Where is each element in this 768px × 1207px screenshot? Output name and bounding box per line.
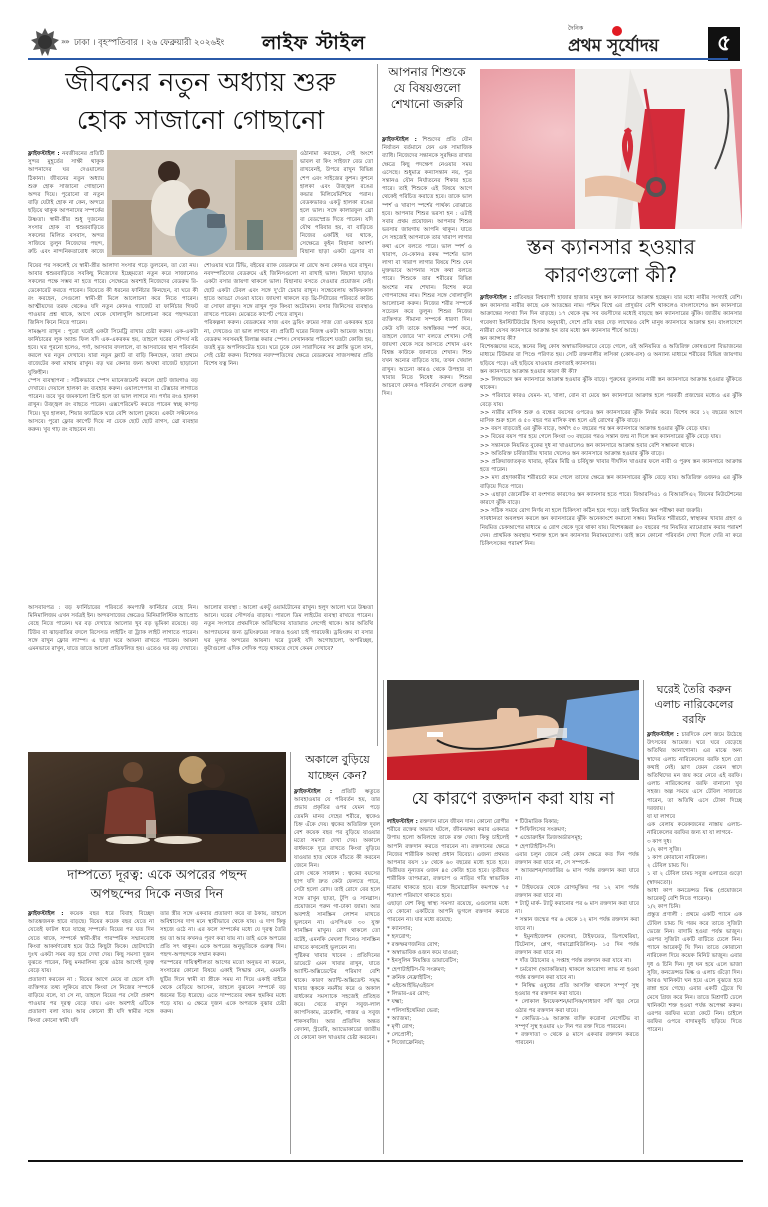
risk-item: >> বিয়ের বয়স পার হয়ে গেলে কিংবা ৩০ বছরের পরও সন্তান জন্ম না দিলে স্তন ক্যানসারের ঝুঁকি বেড়ে যায়। [480, 434, 721, 441]
cancer-headline-line1: স্তন ক্যানসার হওয়ার [526, 235, 696, 259]
page-number: ৫ [708, 27, 740, 61]
condition-item: * যক্ষ্মা; [387, 999, 404, 1006]
rule-item: * টাইফয়েড থেকে রোগমুক্তির পর ১২ মাস পর্যন্ত রক্তদান করা যাবে না। [515, 884, 639, 899]
rule-item: * ট্যাটু মার্ক- ট্যাটু করানোর পর ৬ মাস রক্তদান করা যাবে না। [515, 901, 639, 916]
rule-item: * অ্যাবরশন/সার্জারির ৬ মাস পর্যন্ত রক্তদান করা যাবে না। [515, 868, 639, 883]
condition-item: * ইনসুলিন নিয়ন্ত্রিত ডায়াবেটিস; [387, 958, 459, 965]
marriage-body-col1: ফ্লাইফস্টাইল : কয়েক বছর ধরে বিবাহ বিচ্ছেদ আতঙ্কজনক হারে বাড়ছে। বিয়ের কয়েক বছর যেতে না যেতেই ফাটল ধরে যাচ্ছে সম্পর্কে। বিয়ের পর যত দিন যেতে থাকে, সম্পর্কে স্বামী-স্ত্রীর পারস্পরিক সম্মানবোধ কিংবা আকর্ষণবোধ হয়ে উঠে কিছুটা ফিকে। ছোটখাটো দুঃখ একটা সময় বড় হয়ে দেখা দেয়। কিছু সমস্যা দুজন বুঝতে পারেন, কিছু মনমালিন্য বুঝে ওঠার আগেই দূরত্ব বেড়ে যায়। প্রতারণা করবেন না : বিয়ের আগে মেয়ে বা ছেলে যদি ব্যক্তিগত তথ্য লুকিয়ে রাখে কিংবা সে নিজের সম্পর্কে বাড়িয়ে বলে, যা সে না, তাহলে বিয়ের পর সেটা প্রকাশ পাওয়ার পর দূরত্ব বেড়ে যায়। এবং অবশ্যই এটিকে প্রতারণা বলা যায়। আর কোনো স্ত্রী যদি স্বামীর সঙ্গে কিংবা কোনো স্বামী যদি [28, 911, 154, 1024]
condition-item: * সিফিলিসের সংক্রমণ; [515, 827, 567, 834]
home-body-bottom-col1: আসবাবপত্র : বড় ফার্নিচারের পরিবর্তে কমপ্যাক্ট ফার্নিচার বেছে নিন। মিনিমালিজম এখন সর্বত্রই ইন। অন্দরসাজের ক্ষেত্রেও মিনিমালিস্টিক অ্যাপ্রোচ বেছে নিতে পারেন। ঘর বড় দেখাতে আলোর খুব বড় ভূমিকা রয়েছে। বড় টিউব বা ঝাড়বাতির বদলে রিসেসড লাইটিং বা ট্র্যাক লাইট লাগাতে পারেন। সঙ্গে রাখুন ফ্লোর ল্যাম্প। এ ছাড়া ঘরে আয়না রাখতে পারেন। আয়না এমনভাবে রাখুন, যাতে তাতে আলো প্রতিফলিত হয়। এতেও ঘর বড় দেখাবে। [28, 605, 198, 653]
aging-body: ফ্লাইফস্টাইল : প্রতিটি ঋতুতে আবহাওয়ার যে পরিবর্তন হয়, তার প্রভাব প্রকৃতির ওপর যেমন পড়ে তেমনি মানব দেহের শরীরে, ত্বকেও চিহ্ন এঁকে দেয়। ত্বকের অতিরিক্ত দুবল বেশ কয়েক বছর পর বুড়িয়ে যাওয়ার মতো সমস্যা দেখা দেয়। অকালে বার্ধক্যকে দূরে রাখতে কিংবা বুড়িয়ে যাওয়ার হাত থেকে বাঁচতে কী করবেন জেনে নিন। রোদ থেকে সাবধান : ত্বকের বয়সের ছাপ যদি দ্রুত কেউ ফেলতে পারে, সেটা হলো রোদ। তাই রোদে বের হলে সঙ্গে রাখুন ছাতা, টুপি ও সানগ্লাস। প্রয়োজনে পরুন গা-ঢাকা জামা। আর অবশ্যই সানস্ক্রিন লোশন মাখতে ভুলবেন না। এসপিএফ ৩০ যুক্ত সানস্ক্রিন মাখুন। রোদ থাকলে তো বটেই, এমনকি মেঘলা দিনেও সানস্ক্রিন মাখতে কখনোই ভুলবেন না। পুষ্টিকর খাবার খাবেন : প্রতিদিনের ডায়েটে এমন খাবার রাখুন, যাতে অ্যান্টি-অক্সিডেন্টের পরিমাণ বেশি থাকে। কারণ অ্যান্টি-অক্সিডেন্ট সমৃদ্ধ খাবার ত্বককে নমনীয় করে ও অকাল বার্ধক্যের সমস্যাকে সহজেই প্রতিহত করে। খেতে রাখুন সবুজ-লাল ক্যাপসিকাম, ব্রকোলি, গাজর ও সবুজ শাকসবজি। আর প্রতিদিন অন্তত বেদানা, স্ট্রবেরি, অ্যাভোকাডো জাতীয় যে কোনো ফল খাওয়ার চেষ্টা করবেন। [294, 789, 380, 1042]
rule-item: * নিষিদ্ধ ওষুধের প্রতি আসক্তি থাকলে সম্পূর্ণ সুস্থ হওয়ার পর রক্তদান করা যাবে। [515, 983, 639, 998]
ingredient-item: ১/২ কাপ চিনি। [647, 904, 681, 911]
aging-headline-line1: অকালে বুড়িয়ে [305, 753, 370, 766]
blood-donation-photo [387, 680, 639, 780]
ingredient-item: ১ কাপ কোরানো নারিকেল। [647, 855, 707, 862]
rule-item: * লোকাল ইনফেকশন/মাসিক/সাধারণ সর্দি জ্বর সেরে ওঠার পর রক্তদান করা যাবে। [515, 999, 639, 1014]
condition-item: * এইচআইভি/এইডস [387, 983, 434, 990]
byline: ফ্লাইফস্টাইল : [28, 151, 60, 157]
section-title: লাইফ স্টাইল [262, 32, 366, 54]
ingredient-item: ২ টেবিল চামচ ঘি। [647, 863, 688, 870]
risk-item: >> নারীর মাসিক শুরু ও বন্ধের বয়সের ওপরেও স্তন ক্যানসারের ঝুঁকি নির্ভর করে। বিশেষ করে ১২ বছরের আগে মাসিক শুরু হলে ও ৫০ বছর পর মাসিক বন্ধ হলে এই রোগের ঝুঁকি বাড়ে। [480, 409, 742, 425]
rule-item: * কোভিড-১৯ আক্রান্ত ব্যক্তি করোনা নেগেটিভ বা সম্পূর্ণ সুস্থ হওয়ার ২৮ দিন পর রক্ত দিতে পারবেন। [515, 1015, 639, 1031]
home-body-col2: শোওয়ার ঘরে টিভি, বইয়ের র‍্যাক বেডরুমে না রেখে অন্য কোনও ঘরে রাখুন। নবদম্পতিদের বেডরুমে এই জিনিসগুলো না রাখাই ভাল। বিছানা ছাড়াও একটা বসার জায়গা থাকলে ভাল। বিছানায় বসতে দেওয়ার প্রয়োজন নেই। ছোট একটা টেবল এবং সঙ্গে দু'টো চেয়ার রাখুন। সন্ধেবেলায় অফিফকাল হাতে আড্ডা দেওয়া যাবে। জায়গা থাকলে বড় থ্রি-সিটারের পরিবর্তে কাউচ বা সোফা রাখুন। সঙ্গে রাখুন পুফ কিংবা অটোমান। বসার জিনিসের ব্যবস্থাও রাখতে পারেন। মেঝেতে কার্পেট পেতে রাখুন। পরিকল্পনা করুন। বেডরুমের সাজ এবং ড্রয়িং রুমের সাজ তো একরকম হবে না, দেখতেও তা ভাল লাগবে না। প্রতিটি ঘরের নিজস্ব একটা আমেজ আছে। বেডরুম সবসময়ই রিলাক্স করার স্পেস। সেখানকার পরিবেশ যতটা কোজি হয়, ততই মুড অপলিফটেড হবে। ঘরে ঢুকে যেন সারাদিনের সব ক্লান্তি ভুলে যান, সেই চেষ্টা করুন। বিশেষত নবদম্পতিদের ক্ষেত্রে বেডরুমের সাজসজ্জার প্রতি বিশেষ যত্ন নিন। [204, 263, 373, 368]
blood-body-col2: * টিউমারিক বিকার; * সিফিলিসের সংক্রমণ; * এন্ডোক্রাইন ডিজঅর্ডারসমূহ; * হেপাটাইটিস-সি। এবার চলুন জেনে নেই কোন ক্ষেত্রে কত দিন পর্যন্ত রক্তদান করা যাবে না, সে সম্পর্কে- * অ্যাবরশন/সার্জারির ৬ মাস পর্যন্ত রক্তদান করা যাবে না। * টাইফয়েড থেকে রোগমুক্তির পর ১২ মাস পর্যন্ত রক্তদান করা যাবে না। * ট্যাটু মার্ক- ট্যাটু করানোর পর ৬ মাস রক্তদান করা যাবে না। * সন্তান জন্মের পর ৬ থেকে ১২ মাস পর্যন্ত রক্তদান করা যাবে না। * ইমুনাইজেশন (কলেরা, টাইফয়েড, ডিপথেরিয়া, টিটেনাস, প্লেগ, গামাগ্লোবিউলিন)- ১৫ দিন পর্যন্ত রক্তদান করা যাবে না। * দাঁত উঠানোর ২ সপ্তাহ পর্যন্ত রক্তদান করা যাবে না। * চর্মরোগ (অ্যাকজিমা) থাকলে আরোগ্য লাভ না হওয়া পর্যন্ত রক্তদান করা যাবে না। * নিষিদ্ধ ওষুধের প্রতি আসক্তি থাকলে সম্পূর্ণ সুস্থ হওয়ার পর রক্তদান করা যাবে। * লোকাল ইনফেকশন/মাসিক/সাধারণ সর্দি জ্বর সেরে ওঠার পর রক্তদান করা যাবে। * কোভিড-১৯ আক্রান্ত ব্যক্তি করোনা নেগেটিভ বা সম্পূর্ণ সুস্থ হওয়ার ২৮ দিন পর রক্ত দিতে পারবেন। * রক্তদাতা ৩ থেকে ৪ মাসে একবার রক্তদান করতে পারবেন। [515, 819, 639, 1047]
condition-item: * ক্যানসার; [387, 925, 413, 932]
condition-item: * হেপাটাইটিস-সি। [515, 843, 556, 850]
barfi-headline-line3: বরফি [682, 713, 706, 726]
column-divider [377, 64, 378, 746]
chevrons-icon: »» [61, 37, 69, 46]
barfi-body: ফ্লাইফস্টাইল : চারদিকে বেশ জমে উঠেছে উৎসবের আমেজ। ঘরে ঘরে বেড়েছে অতিথির আনাগোনা। এর মাঝে অন্য স্বাদের এলাচ নারিকেলের বরফি হলে তো কথাই নেই। ঘ্রাণ যেমন তেমন স্বাদে অতিথিদের মন জয় করে নেবে এই বরফি। এলাচ নারিকেলের বরফি বানানো খুব সহজ। অল্প সময়ে এসে টেবিল সাজাতে পারেন, তা অতিথি এসে টোকা দিচ্ছে দরজায়। যা যা লাগবে এক বেলায় কয়েকজনের নাস্তায় এলাচ-নারিকেলের বরফির জন্য যা যা লাগবে- ৩ কাপ দুধ। ১/২ কাপ সুজি। ১ কাপ কোরানো নারিকেল। ২ টেবিল চামচ ঘি। ১ বা ২ টেবিল চামচ সবুজ এলাচের গুড়ো (স্বাদমতো)। আধা কাপ কনডেন্সড মিল্ক (প্রয়োজনে আরেকটু বেশি নিতে পারেন)। ১/২ কাপ চিনি। প্রস্তুত প্রণালী : প্রথমে একটি প্যানে এক টেবিল চামচ ঘি গরম করে তাতে সুজিটা ভেজে নিন। বাদামি হওয়া পর্যন্ত ভাজুন। এরপর সুজিটা একটি বাটিতে ঢেলে নিন। প্যানে আরেকটু ঘি দিন। তাতে কোরানো নারিকেল দিয়ে কয়েক মিনিট ভাজুন। এবার দুধ ও চিনি দিন। দুধ ঘন হয়ে এলে ভাজা সুজি, কনডেন্সড মিল্ক ও এলাচ গুঁড়ো দিন। আরও খানিকটা ঘন হয়ে এলে বুঝতে হবে রান্না হয়ে গেছে। এবার একটি ট্রেতে ঘি মেখে গ্রিজ করে নিন। তাতে মিশ্রণটি ঢেলে খানিকটা শক্ত হওয়া পর্যন্ত অপেক্ষা করুন। এরপর বরফির মতো কেটে নিন। চাইলে বরফির ওপরে বাদামকুচি ছড়িয়ে দিতে পারেন। [647, 732, 742, 1034]
blood-headline: যে কারণে রক্তদান করা যায় না [411, 789, 615, 809]
barfi-headline-line2: এলাচ নারিকেলের [654, 698, 734, 711]
cancer-headline-line2: কারণগুলো কী? [544, 263, 678, 287]
risk-item: >> লিঙ্গভেদে স্তন ক্যানসারে আক্রান্ত হওয়ার ঝুঁকি বাড়ে। পুরুষের তুলনায় নারী স্তন ক্যানসারে আক্রান্ত হওয়ার ঝুঁকিতে থাকেন। [480, 377, 742, 392]
home-headline-line2: হোক সাজানো গোছানো [76, 106, 325, 136]
newspaper-emblem-icon [30, 27, 60, 57]
condition-item: * সিজোফ্রেনিয়া; [387, 1040, 425, 1047]
risk-item: >> এছাড়া জেনেটিক বা বংশগত কারণেও স্তন ক্যানসার হতে পারে। বিআরসিএ১ ও বিআরসিএ২ জিনের মিউটেশনের কারণে ঝুঁকি বাড়ে। [480, 491, 742, 507]
ingredient-item: ১ বা ২ টেবিল চামচ সবুজ এলাচের গুড়ো (স্বাদমতো)। [647, 871, 742, 886]
cancer-question-1: স্তন ক্যান্সার কী? [480, 336, 516, 343]
risk-item: >> সন্তানকে নিয়মিত বুকের দুধ না খাওয়ালেও স্তন ক্যানসারে আক্রান্ত হবার বেশি সম্ভাবনা থাকে। [480, 442, 694, 449]
condition-item: * অ্যাজমা; [387, 1015, 412, 1022]
condition-item: * হৃদরোগ; [387, 933, 412, 940]
condition-item: * ক্রনিক নেফ্রাইটিস; [387, 974, 433, 981]
condition-item: * টিউমারিক বিকার; [515, 819, 559, 825]
marriage-headline-line1: দাম্পত্যে দূরত্ব: একে অপরের পছন্দ [67, 868, 247, 883]
couple-dinner-photo [28, 752, 286, 862]
dateline: ঢাকা । বৃহস্পতিবার । ২৬ ফেব্রুয়ারী ২০২৬ইং [74, 38, 225, 48]
doctor-pink-ribbon-photo [480, 69, 742, 229]
home-body-col2-top: ওঠানামা করছেন, সেই অংশে ভাবল বা কিং সাইজ? বেড তো রাখবেনই, উপরে রাখুন বিভিন্ন শেপ এবং সাইজের কুশন। কুশনে হালকা এবং উজ্জ্বল রঙের কভার মিলিয়েমিশিয়ে পরান। বেডকভারও একটু হালকা রঙের হলে ভাল। সঙ্গে কালারফুল থ্রো বা বেডস্প্রেড দিতে পারেন। যদি যৌথ পরিবার হয়, বা বাড়িতে নিজের একটিই ঘর থাকে, সেক্ষেত্রে কুইন বিছানা আদর্শ। বিছানা ছাড়া একটা ড্রেসার বা [300, 151, 373, 256]
couple-moving-photo [107, 150, 297, 257]
blood-body-col1: লাইফস্টাইল : রক্তদান মানে জীবন দান। কোনো রোগীর শরীরে রক্তের অভাব ঘটলে, জীবনরক্ষা করার একমাত্র উপায় হলো অবিলম্বে তাকে রক্ত দেয়া। কিন্তু চাইলেই আপনি রক্তদান করতে পারবেন না। রক্তদানের ক্ষেত্রে নিজের শারীরিক অবস্থা প্রধান বিবেচ্য। এজন্য প্রথমত আপনার বয়স ১৮ থেকে ৬০ বছরের মধ্যে হতে হবে। দ্বিতীয়ত নূন্যতম ওজন ৪৫ কেজি হতে হবে। তৃতীয়ত শারীরিক তাপমাত্রা, রক্তচাপ ও নাড়ির গতি স্বাভাবিক মাত্রায় থাকতে হবে। রক্তে হিমোগ্লোবিন কমপক্ষে ৭৫ শতাংশ পরিমাণে থাকতে হবে। এছাড়া বেশ কিছু স্বাস্থ্য সমস্যা রয়েছে, এগুলোর মধ্যে যে কোনো একটিতে আপনি ভুগলে রক্তদান করতে পারবেন না। যার মধ্যে রয়েছে: * ক্যানসার; * হৃদরোগ; * রক্তক্ষরণজনিত রোগ; * অস্বাভাবিক ওজন কমে যাওয়া; * ইনসুলিন নিয়ন্ত্রিত ডায়াবেটিস; * হেপাটাইটিস-বি সংক্রমণ; * ক্রনিক নেফ্রাইটিস; * এইচআইভি/এইডস * লিভার-এর রোগ; * যক্ষ্মা; * পলিসাইথেমিয়া ভেরা; * অ্যাজমা; * মৃগী রোগ; * লেপ্রোসী; * সিজোফ্রেনিয়া; [387, 819, 509, 1047]
cancer-body: ফ্লাইফস্টাইল : প্রতিবছর বিশ্বব্যাপী হাজার হাজার মানুষ স্তন ক্যানসারে আক্রান্ত হচ্ছেন। যার মধ্যে নারীর সংখ্যাই বেশি। স্তন ক্যানসার নারীর কাছে এক আতঙ্কের নাম। পশ্চিম বিশ্বে এর প্রাদুর্ভাব বেশি থাকলেও বাংলাদেশেও স্তন ক্যানসারে আক্রান্তের সংখ্যা দিন দিন বাড়ছে। ১৭ থেকে বৃদ্ধ সব বয়সীদের মধ্যেই বাড়ছে স্তন ক্যানসারের ঝুঁকি। জাতীয় ক্যানসার গবেষণা ইনস্টিটিউটের হিসাব অনুযায়ী, দেশে প্রতি বছর দেড় লাখেরও বেশি মানুষ ক্যানসারে আক্রান্ত হন। বাংলাদেশে নারীরা যেসব ক্যানসারে আক্রান্ত হন তার মধ্যে স্তন ক্যানসার শীর্ষে আছে। স্তন ক্যান্সার কী? বিশেষজ্ঞদের মতে, স্তনের কিছু কোষ অস্বাভাবিকভাবে বেড়ে গেলে, ওই অনিয়মিত ও অতিরিক্ত কোষগুলো বিভাজনের মাধ্যমে টিউমার বা পিণ্ডে পরিণত হয়। সেটি রক্তনালীর লসিকা (কোষ-রস) ও অন্যান্য মাধ্যমে শরীরের বিভিন্ন জায়গায় ছড়িয়ে পড়ে। এই ছড়িয়ে যাওয়ার প্রবণতাই ক্যানসার। স্তন ক্যানসারে আক্রান্ত হওয়ার কারণ কী কী? >> লিঙ্গভেদে স্তন ক্যানসারে আক্রান্ত হওয়ার ঝুঁকি বাড়ে। পুরুষের তুলনায় নারী স্তন ক্যানসারে আক্রান্ত হওয়ার ঝুঁকিতে থাকেন। >> পরিবারে কারও যেমন- মা, খালা, বোন বা মেয়ে স্তন ক্যানসারে আক্রান্ত হলে পরবর্তী প্রজন্মের মধ্যেও এর ঝুঁকি বেড়ে যায়। >> নারীর মাসিক শুরু ও বন্ধের বয়সের ওপরেও স্তন ক্যানসারের ঝুঁকি নির্ভর করে। বিশেষ করে ১২ বছরের আগে মাসিক শুরু হলে ও ৫০ বছর পর মাসিক বন্ধ হলে এই রোগের ঝুঁকি বাড়ে। >> বয়স বাড়তেই এর ঝুঁকি বাড়ে, অর্থাৎ ৫০ বছরের পর স্তন ক্যানসারে আক্রান্ত হওয়ার ঝুঁকি বেড়ে যায়। >> বিয়ের বয়স পার হয়ে গেলে কিংবা ৩০ বছরের পরও সন্তান জন্ম না দিলে স্তন ক্যানসারের ঝুঁকি বেড়ে যায়। >> সন্তানকে নিয়মিত বুকের দুধ না খাওয়ালেও স্তন ক্যানসারে আক্রান্ত হবার বেশি সম্ভাবনা থাকে। >> অতিরিক্ত চর্বিজাতীয় খাবার খেলেও স্তন ক্যানসারে আক্রান্ত হওয়ার ঝুঁকি বাড়ে। >> প্রক্রিয়াজাতকৃত খাবার, কৃত্রিম মিষ্টি ও চর্বিযুক্ত খাবার দীর্ঘদিন খাওয়ার ফলে নারী ও পুরুষ স্তন ক্যানসারে আক্রান্ত হতে পারেন। >> মদ্য গ্রহণকারীর শরীরচর্চা কমে গেলে তাদের ক্ষেত্রে স্তন ক্যানসারের ঝুঁকি বেড়ে যায়। অতিরিক্ত ওজনও এর ঝুঁকি বাড়িয়ে দিতে পারে। >> এছাড়া জেনেটিক বা বংশগত কারণেও স্তন ক্যানসার হতে পারে। বিআরসিএ১ ও বিআরসিএ২ জিনের মিউটেশনের কারণে ঝুঁকি বাড়ে। >> সঠিক সময়ে রোগ নির্ণয় না হলে চিকিৎসা কঠিন হয়ে পড়ে। তাই নিয়মিত স্তন পরীক্ষা করা জরুরি। সাবধানতা অবলম্বন করলে স্তন ক্যানসারের ঝুঁকি অনেকাংশে কমানো সম্ভব। নিয়মিত শরীরচর্চা, স্বাস্থ্যকর খাবার গ্রহণ ও নিয়মিত চেকআপের মাধ্যমে এ রোগ থেকে দূরে থাকা যায়। বিশেষজ্ঞরা ৪০ বছরের পর নিয়মিত ম্যামোগ্রাম করার পরামর্শ দেন। প্রাথমিক অবস্থায় শনাক্ত হলে স্তন ক্যানসার নিরাময়যোগ্য। তাই স্তনে কোনো পরিবর্তন দেখা দিলে দেরি না করে চিকিৎসকের পরামর্শ নিন। [480, 295, 742, 548]
rule-item: * ইমুনাইজেশন (কলেরা, টাইফয়েড, ডিপথেরিয়া, টিটেনাস, প্লেগ, গামাগ্লোবিউলিন)- ১৫ দিন পর্যন্ত রক্তদান করা যাবে না। [515, 933, 639, 957]
masthead-divider [28, 58, 728, 60]
home-intro: ফ্লাইফস্টাইল : নবজীবনের প্রতিটি সুন্দর মুহূর্তের সাক্ষী থাকুক আপনাদের ঘর দেওয়ালের ঠিকানা। জীবনের নতুন অধ্যায় শুরু হোক সাজানো গোছানো অন্দর দিয়ে। পুরোনো বা নতুন বাড়ি যেটাই হোক না কেন, অন্দরে ছড়িয়ে থাকুক আপনাদের সম্পর্কের উষ্ণতা। স্বামী-স্ত্রীর শুধু দুজনের সংসার হোক বা শ্বশুরবাড়িতে সকলের মিলিত বসবাস, অন্দর সাজিয়ে তুলুন নিজেদের পছন্দ, রুচি এবং নান্দনিকতাবোধ কাজে [28, 151, 104, 256]
brand-logo: প্রথম সূর্যোদয় [568, 36, 659, 56]
rule-item: * রক্তদাতা ৩ থেকে ৪ মাসে একবার রক্তদান করতে পারবেন। [515, 1032, 639, 1047]
condition-item: * অস্বাভাবিক ওজন কমে যাওয়া; [387, 950, 459, 957]
home-body-bottom-col2: আলোর ব্যবস্থা : আলো একটু ওয়ার্মটোনের রাখুন। হলুদ আলো ঘরে উষ্ণতা আনে। ঘরের সৌন্দর্যও বাড়ায়। পারলে ডিম লাইটের ব্যবস্থা রাখতে পারেন। নতুন সংসারে প্রথমদিকে অতিথিদের যাতায়াত লেগেই থাকে। আর অতিথি আপ্যায়নের জন্য ড্রয়িংরুমের সাজও হওয়া চাই পারফেক্ট। ড্রয়িংরুম বা বসার ঘর মূলত অন্দরের আয়না। ঘরে ঢুকেই যদি অগোছালো, অপরিচ্ছন্ন, কুটাগুলো এদিক সেদিক পড়ে থাকতে দেখে কেমন দেখাবে? [204, 605, 373, 653]
marriage-body-col2: তার স্ত্রীর সঙ্গে একবার প্রতারণা করে বা ঠকায়, তাহলে অবিশ্বাসের দাগ মনে স্থায়ীভাবে থেকে যায়। এ দাগ কিন্তু সহজে ওঠে না। এর ফলে সম্পর্কের মধ্যে যে দূরত্ব তৈরি হয় তা আর কখনও পূরণ করা যায় না। তাই একে অপরের প্রতি সৎ থাকুন। একে অপরের অনুভূতিকে গুরুত্ব দিন। পছন্দ-অপছন্দকে সম্মান করুন। পরস্পরের দায়িত্বশীলতা আগের মতো অনুভব না করেন, সংসারের কোনো বিষয়ে একাই সিদ্ধান্ত নেন, এমনকি ছুটির দিনে স্বামী বা স্ত্রীকে সময় না দিয়ে একাই বাইরে থেকে বেড়িয়ে আসেন, তাহলে বুঝবেন সম্পর্কে বড় ধরনের চিড় ধরেছে। এতে দাম্পত্যের বন্ধন হুমকির মধ্যে পড়ে যায়। এ ক্ষেত্রে দুজন একে অপরকে বুঝার চেষ্টা করুন। [160, 911, 286, 1016]
condition-item: * লিভার-এর রোগ; [387, 991, 430, 998]
aging-headline-line2: যাচ্ছেন কেন? [308, 769, 367, 782]
risk-item: >> সঠিক সময়ে রোগ নির্ণয় না হলে চিকিৎসা কঠিন হয়ে পড়ে। তাই নিয়মিত স্তন পরীক্ষা করা জরুরি। [480, 508, 703, 515]
home-headline-line1: জীবনের নতুন অধ্যায় শুরু [65, 68, 336, 98]
child-body: ফ্লাইফস্টাইল : শিশুদের প্রতি যৌন নির্যাতন বর্তমানে যেন এক সামাজিক ব্যাধি। নিজেদের সন্তানকে সুরক্ষিত রাখার ক্ষেত্রে কিছু পদক্ষেপ নেওয়ার সময় এসেছে। শুধুমাত্র কন্যাসন্তান নয়, পুত্র সন্তানও যৌন নির্যাতনের শিকার হতে পারে। তাই শিশুকে এই বিষয়ে আগে থেকেই পরিচিত করাতে হবে। তাকে ভাল স্পর্শ ও খারাপ স্পর্শের পার্থক্য বোঝাতে হবে। আপনার শিশুর ভরসা হন : এটাই সবার প্রথম প্রয়োজন। আপনার শিশুর ভরসার জায়গায় আপনি থাকুন। যাতে সে সহজেই আপনাকে তার খারাপ লাগার কথা এসে বলতে পারে। ভাল স্পর্শ ও খারাপ, যে-কোনও রকম স্পর্শের ভাল লাগা বা খারাপ লাগার বিষয়ে শিশু যেন মুক্তভাবে আপনার সঙ্গে কথা বলতে পারে। শিশুকে তার শরীরের বিভিন্ন অংশের নাম শেখান। বিশেষ করে গোপনাঙ্গের নাম। শিশুর সঙ্গে খোলাখুলি আলোচনা করুন। নিজের শরীর সম্পর্কে সচেতন করে তুলুন। শিশুর নিজের ব্যক্তিগত সীমানা সম্পর্কে ধারণা দিন। কেউ যদি তাকে অস্বস্তিকর স্পর্শ করে, তাহলে জোরে 'না' বলতে শেখান। সেই জায়গা থেকে সরে আসতে শেখান এবং বিশ্বস্ত কাউকে জানাতে শেখান। শিশু যখন অন্যের বাড়িতে যায়, তখন খেয়াল রাখুন। অচেনা কারও থেকে উপহার বা খাবার নিতে নিষেধ করুন। শিশুর আচরণে কোনও পরিবর্তন দেখলে গুরুত্ব দিন। [382, 137, 472, 398]
risk-item: >> বয়স বাড়তেই এর ঝুঁকি বাড়ে, অর্থাৎ ৫০ বছরের পর স্তন ক্যানসারে আক্রান্ত হওয়ার ঝুঁকি বেড়ে যায়। [480, 426, 710, 433]
condition-item: * হেপাটাইটিস-বি সংক্রমণ; [387, 966, 446, 973]
ingredients-heading: যা যা লাগবে [647, 814, 676, 821]
child-headline: আপনার শিশুকে যে বিষয়গুলো শেখানো জরুরি [388, 65, 466, 111]
cancer-question-2: স্তন ক্যানসারে আক্রান্ত হওয়ার কারণ কী কী? [480, 368, 577, 375]
risk-item: >> মদ্য গ্রহণকারীর শরীরচর্চা কমে গেলে তাদের ক্ষেত্রে স্তন ক্যানসারের ঝুঁকি বেড়ে যায়। অতিরিক্ত ওজনও এর ঝুঁকি বাড়িয়ে দিতে পারে। [480, 475, 742, 490]
ingredient-item: ১/২ কাপ সুজি। [647, 846, 682, 853]
rule-item: * চর্মরোগ (অ্যাকজিমা) থাকলে আরোগ্য লাভ না হওয়া পর্যন্ত রক্তদান করা যাবে না। [515, 966, 639, 981]
ingredient-item: ৩ কাপ দুধ। [647, 838, 672, 845]
risk-item: >> পরিবারে কারও যেমন- মা, খালা, বোন বা মেয়ে স্তন ক্যানসারে আক্রান্ত হলে পরবর্তী প্রজন্মের মধ্যেও এর ঝুঁকি বেড়ে যায়। [480, 393, 742, 408]
rule-item: * দাঁত উঠানোর ২ সপ্তাহ পর্যন্ত রক্তদান করা যাবে না। [515, 958, 632, 965]
condition-item: * রক্তক্ষরণজনিত রোগ; [387, 942, 440, 949]
ingredient-item: আধা কাপ কনডেন্সড মিল্ক (প্রয়োজনে আরেকটু বেশি নিতে পারেন)। [647, 887, 742, 903]
condition-item: * মৃগী রোগ; [387, 1024, 415, 1031]
barfi-headline-line1: ঘরেই তৈরি করুন [656, 683, 732, 696]
brand-sun-icon [612, 26, 622, 36]
page-bottom-rule [28, 1160, 743, 1162]
rule-item: * সন্তান জন্মের পর ৬ থেকে ১২ মাস পর্যন্ত রক্তদান করা যাবে না। [515, 917, 639, 932]
column-divider [383, 680, 384, 1154]
home-body-col1: বিয়ের পর সকলেই যে স্বামী-স্ত্রীর আলাদা সংসার গড়ে তুলবেন, তা তো নয়। আবার শ্বশুরবাড়িতে সবকিছু নিজেদের ইচ্ছেমতো নতুন করে সাজানোও সকলের পক্ষে সম্ভব না হতে পারে। সেক্ষেত্রে অবশ্যই নিজেদের বেডরুম রি-ডেকোরেট করতে পারেন। বিয়েতে কী ধরনের ফার্নিচার কিনছেন, বা ঘরে কী রং করছেন, সেগুলো স্বামী-স্ত্রী মিলে আলোচনা করে নিতে পারেন। আত্মীয়দের তরফ থেকেও যদি নতুন কোনও গ্যাজেট বা ফার্নিচার গিফট পাওয়ার প্রশ্ন থাকে, আগে থেকে খোলাখুলি আলোচনা করে পছন্দমতো জিনিস কিনে নিতে পারেন। সামঞ্জস্য রাখুন : পুরো ঘরেই একটা সিমেট্রি রাখার চেষ্টা করুন। এক-একটা ফার্নিচারের লুক অ্যান্ড ফিল যদি এক-একরকম হয়, তাহলে ঘরের সৌন্দর্য নষ্ট হবে। ঘর পুরনো হলেও, পর্দা, আসবাব বদলালে, বা আসবাবের স্থান পরিবর্তন করলে ঘর নতুন দেখাবে। যারা নতুন ফ্ল্যাট বা বাড়ি কিনছেন, তারা প্রথমে বাজেটের কথা মাথায় রাখুন। বড় ঘর কেনার জন্য অযথা বাজেট ছাড়ানো যুক্তিহীন। স্পেস ব্যবস্থাপনা : সঠিকভাবে স্পেস ম্যানেজমেন্ট করলে ছোট জায়গাও বড় দেখাবে। দেয়ালে হালকা রং ব্যবহার করুন। ওয়ালপেপার বা টেক্সচার লাগাতে পারেন। তবে খুব জমকালো প্রিন্ট হলে তা ভাল লাগবে না। পর্দার রংও হালকা রাখুন। উজ্জ্বল রং বাছতে পারেন। এক্সপেরিমেন্ট করতে পারেন স্বচ্ছ কাপড় দিয়ে। খুব হালকা, শিয়ার ফ্যাব্রিকে ঘরে বেশি আলো ঢুকবে। একটা সফ্টনেসও আসবে। পুরো ফ্লোর কার্পেট দিয়ে না ঢেকে ছোট ছোট রাগস, থ্রো ব্যবহার করুন। খুব গাঢ় রং বাছবেন না। [28, 263, 198, 434]
brand-prefix: দৈনিক [568, 25, 584, 32]
marriage-headline-line2: অপছন্দের দিকে নজর দিন [90, 887, 224, 902]
column-divider [290, 752, 291, 1154]
condition-item: * পলিসাইথেমিয়া ভেরা; [387, 1007, 440, 1014]
risk-item: >> অতিরিক্ত চর্বিজাতীয় খাবার খেলেও স্তন ক্যানসারে আক্রান্ত হওয়ার ঝুঁকি বাড়ে। [480, 450, 664, 457]
condition-item: * এন্ডোক্রাইন ডিজঅর্ডারসমূহ; [515, 835, 583, 842]
column-divider [643, 680, 644, 1154]
risk-item: >> প্রক্রিয়াজাতকৃত খাবার, কৃত্রিম মিষ্টি ও চর্বিযুক্ত খাবার দীর্ঘদিন খাওয়ার ফলে নারী ও পুরুষ স্তন ক্যানসারে আক্রান্ত হতে পারেন। [480, 459, 742, 474]
condition-item: * লেপ্রোসী; [387, 1032, 414, 1039]
